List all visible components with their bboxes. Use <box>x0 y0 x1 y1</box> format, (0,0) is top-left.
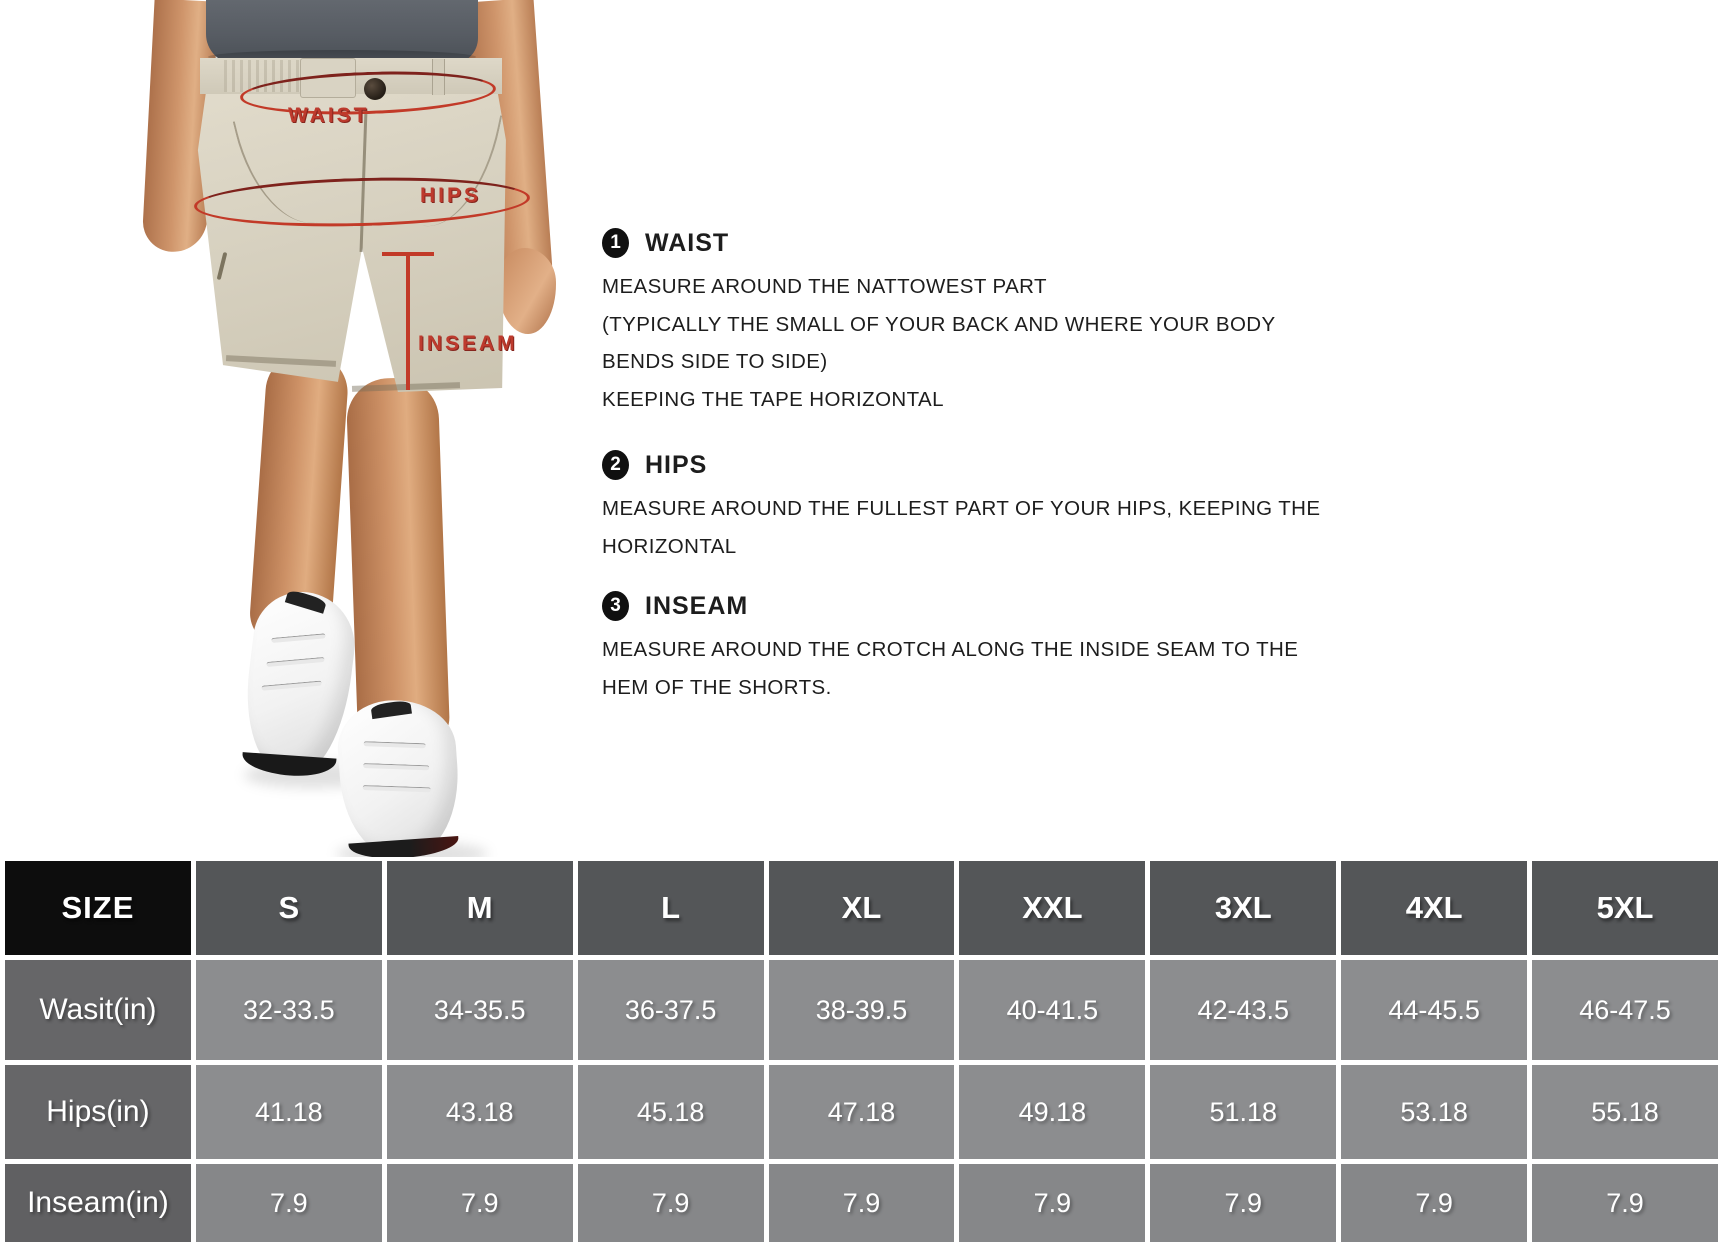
inseam-measure-line <box>406 254 410 390</box>
inseam-value-l: 7.9 <box>578 1164 764 1242</box>
inseam-value-4xl: 7.9 <box>1341 1164 1527 1242</box>
instruction-waist-line: (TYPICALLY THE SMALL OF YOUR BACK AND WHERE YOUR BODY <box>602 312 1276 336</box>
row-label-waist: Wasit(in) <box>5 960 191 1060</box>
instruction-hips-title: HIPS <box>645 450 708 479</box>
hips-annotation-label: HIPS <box>420 184 482 207</box>
instruction-inseam-line: HEM OF THE SHORTS. <box>602 675 832 699</box>
instruction-waist-line: BENDS SIDE TO SIDE) <box>602 350 828 373</box>
waist-value-s: 32-33.5 <box>196 960 382 1060</box>
instruction-inseam-heading <box>602 591 1362 621</box>
right-shoe-lace <box>363 785 431 792</box>
table-header-xl: XL <box>769 861 955 955</box>
right-shoe-lace <box>364 741 426 748</box>
model-right-hand <box>498 248 556 334</box>
right-shoe-collar <box>370 700 412 719</box>
inseam-value-5xl: 7.9 <box>1532 1164 1718 1242</box>
instruction-waist-title: WAIST <box>645 228 730 257</box>
model-right-leg <box>346 377 451 752</box>
number-badge-2: 2 <box>602 450 629 480</box>
waist-value-5xl: 46-47.5 <box>1532 960 1718 1060</box>
inseam-value-xl: 7.9 <box>769 1164 955 1242</box>
instruction-section-hips <box>602 450 1362 565</box>
left-shoe-lace <box>262 681 322 691</box>
hips-value-l: 45.18 <box>578 1065 764 1159</box>
inseam-value-m: 7.9 <box>387 1164 573 1242</box>
left-shoe-lace <box>266 657 324 667</box>
row-label-hips: Hips(in) <box>5 1065 191 1159</box>
inseam-value-s: 7.9 <box>196 1164 382 1242</box>
hips-value-xxl: 49.18 <box>959 1065 1145 1159</box>
waist-value-m: 34-35.5 <box>387 960 573 1060</box>
inseam-annotation-label: INSEAM <box>418 332 518 355</box>
hips-value-5xl: 55.18 <box>1532 1065 1718 1159</box>
left-shoe-lace <box>271 633 325 643</box>
instruction-waist-line: MEASURE AROUND THE NATTOWEST PART <box>602 275 1047 298</box>
instruction-hips-line: MEASURE AROUND THE FULLEST PART OF YOUR HIPS, KEEPING THE <box>602 497 1321 520</box>
instruction-waist-line: KEEPING THE TAPE HORIZONTAL <box>602 387 944 411</box>
table-header-4xl: 4XL <box>1341 861 1527 955</box>
number-badge-1: 1 <box>602 228 629 258</box>
inseam-value-xxl: 7.9 <box>959 1164 1145 1242</box>
hips-value-s: 41.18 <box>196 1065 382 1159</box>
waist-value-3xl: 42-43.5 <box>1150 960 1336 1060</box>
table-header-5xl: 5XL <box>1532 861 1718 955</box>
hips-value-m: 43.18 <box>387 1065 573 1159</box>
size-table <box>0 857 1723 1246</box>
instruction-section-inseam <box>602 591 1362 706</box>
hips-value-4xl: 53.18 <box>1341 1065 1527 1159</box>
instruction-hips-heading <box>602 450 1362 480</box>
waist-value-l: 36-37.5 <box>578 960 764 1060</box>
inseam-value-3xl: 7.9 <box>1150 1164 1336 1242</box>
table-header-xxl: XXL <box>959 861 1145 955</box>
instruction-waist-heading <box>602 228 1362 258</box>
table-header-3xl: 3XL <box>1150 861 1336 955</box>
number-badge-3: 3 <box>602 591 629 621</box>
waist-value-xl: 38-39.5 <box>769 960 955 1060</box>
right-shoe-lace <box>363 763 429 770</box>
hips-value-xl: 47.18 <box>769 1065 955 1159</box>
table-header-m: M <box>387 861 573 955</box>
instruction-inseam-title: INSEAM <box>645 591 749 620</box>
waist-value-4xl: 44-45.5 <box>1341 960 1527 1060</box>
model-photo <box>0 0 600 858</box>
table-header-size: SIZE <box>5 861 191 955</box>
instruction-inseam-line: MEASURE AROUND THE CROTCH ALONG THE INSIDE SEAM TO THE <box>602 638 1299 661</box>
table-header-s: S <box>196 861 382 955</box>
waist-value-xxl: 40-41.5 <box>959 960 1145 1060</box>
right-sneaker <box>335 696 464 860</box>
instruction-hips-line: HORIZONTAL <box>602 534 737 558</box>
table-header-l: L <box>578 861 764 955</box>
instruction-section-waist <box>602 228 1362 418</box>
waist-annotation-label: WAIST <box>288 104 370 127</box>
hips-value-3xl: 51.18 <box>1150 1065 1336 1159</box>
row-label-inseam: Inseam(in) <box>5 1164 191 1242</box>
